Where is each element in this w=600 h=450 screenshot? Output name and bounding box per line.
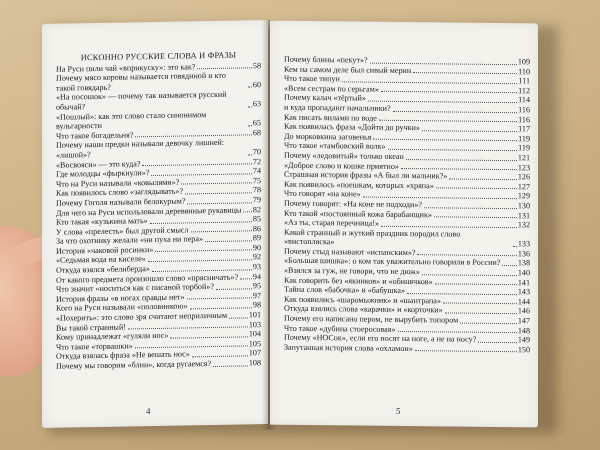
toc-entry xyxy=(56,109,261,132)
toc-entry-page: 65 xyxy=(252,118,261,128)
left-page xyxy=(42,20,268,428)
toc-entry-title: Что такое типун xyxy=(284,73,340,84)
toc-leader-dots xyxy=(248,154,252,155)
toc-leader-dots xyxy=(398,331,517,333)
toc-entry-page: 114 xyxy=(518,95,530,105)
toc-entry-title: Кем на самом деле был сивый мерин xyxy=(284,64,412,75)
toc-entry-page: 126 xyxy=(517,172,530,182)
toc-entry-page: 138 xyxy=(517,258,530,268)
toc-entry-title: Запутанная история слова «охламон» xyxy=(284,342,413,353)
toc-entry-title: «Аз ты, старая перечница!» xyxy=(284,217,380,228)
toc-entry-page: 148 xyxy=(517,325,530,335)
toc-entry-page: 72 xyxy=(252,156,261,166)
toc-entry-title: Откуда взялась фраза «Не вешать нос» xyxy=(56,349,190,362)
toc-entry-title: Как появилось «поешкам, которых «хряпа» xyxy=(284,179,434,191)
toc-leader-dots xyxy=(187,298,252,300)
toc-entry-title: «Восвояси» — это куда? xyxy=(56,158,141,170)
toc-leader-dots xyxy=(248,106,252,107)
toc-entry-page: 58 xyxy=(252,60,261,70)
left-toc xyxy=(56,50,261,371)
toc-entry-page: 109 xyxy=(517,57,530,67)
toc-entry-title: История фразы «в ногах правды нет» xyxy=(56,292,185,304)
toc-entry-page: 140 xyxy=(517,268,530,278)
toc-leader-dots xyxy=(407,293,517,295)
toc-entry-page: 86 xyxy=(252,223,261,233)
toc-entry-page: 121 xyxy=(517,153,530,163)
toc-entry-title: Что такое богадельня? xyxy=(56,130,134,141)
toc-entry-title: Страшная история фразы «А был ли мальчик?» xyxy=(284,169,448,181)
toc-entry-page: 129 xyxy=(517,191,530,201)
toc-entry-title: Почему Гоголя называли белокурым? xyxy=(56,196,186,208)
toc-entry-title: Как появились «шаромыжник» и «шантрапа» xyxy=(284,294,441,306)
toc-leader-dots xyxy=(243,211,252,212)
toc-leader-dots xyxy=(170,336,247,338)
toc-leader-dots xyxy=(413,72,517,74)
toc-entry-title: Кому принадлежат «гуляли нос» xyxy=(56,330,169,342)
toc-entry-page: 119 xyxy=(518,133,530,144)
toc-leader-dots xyxy=(460,322,517,324)
toc-entry-page: 150 xyxy=(517,345,530,355)
toc-leader-dots xyxy=(445,312,517,314)
toc-entry-title: Что значит «носиться как с писаной торбой»? xyxy=(56,282,214,294)
toc-entry-page: 60 xyxy=(252,79,261,90)
toc-leader-dots xyxy=(406,159,517,161)
right-entries xyxy=(284,55,530,355)
toc-entry-page: 132 xyxy=(517,220,530,230)
toc-entry-title: Почему наши предки называли девочку лишней: «лишой»? xyxy=(56,138,225,160)
toc-entry-page: 70 xyxy=(252,147,261,157)
toc-entry-title: «Большая шишка»: о ком так уважительно говорили в России? xyxy=(284,256,501,268)
toc-leader-dots xyxy=(449,178,517,180)
toc-entry-title: Почему говорят: «На коне не подходи»? xyxy=(284,198,422,210)
toc-entry-page: 97 xyxy=(252,290,261,301)
toc-entry-page: 95 xyxy=(252,281,261,291)
toc-entry-title: Какой странный и жуткий праздник породил слово «вистопляска» xyxy=(284,227,461,247)
toc-leader-dots xyxy=(393,110,518,112)
toc-entry-title: Как появилось слово «заглядывать»? xyxy=(56,186,184,199)
toc-leader-dots xyxy=(401,168,517,170)
toc-entry-title: «На посошок» — почему так называется русский обычай? xyxy=(56,90,227,112)
toc-entry xyxy=(56,137,261,160)
toc-entry-page: 133 xyxy=(517,239,530,249)
toc-entry-page: 74 xyxy=(252,166,261,176)
toc-entry-title: Кто такой «постоянный кожа барабанщик» xyxy=(284,208,432,219)
toc-entry-title: Почему калач «тёртый» xyxy=(284,93,366,103)
right-toc xyxy=(284,55,530,355)
toc-entry-page: 104 xyxy=(248,329,261,339)
toc-entry-page: 93 xyxy=(252,262,261,272)
toc-entry-title: Что такое «тамбовский волк» xyxy=(284,141,386,152)
toc-entry-title: Почему блины «пекут»? xyxy=(284,54,368,65)
toc-entry-title: Откуда взялись слова «карачки» и «корточки» xyxy=(284,304,443,315)
toc-entry-page: 85 xyxy=(252,214,261,224)
toc-entry-title: За что охотнику желали «ни пуха ни пера» xyxy=(56,234,203,247)
toc-entry-page: 110 xyxy=(518,66,530,76)
toc-entry-page: 98 xyxy=(252,300,261,310)
toc-leader-dots xyxy=(248,125,252,126)
toc-entry-page: 68 xyxy=(252,127,261,138)
toc-entry-page: 63 xyxy=(252,99,261,109)
toc-entry-page: 78 xyxy=(252,185,261,195)
toc-leader-dots xyxy=(363,196,517,199)
toc-entry-title: «Всем сестрам по серьгам» xyxy=(284,83,379,94)
toc-entry-page: 119 xyxy=(518,143,530,153)
toc-leader-dots xyxy=(370,62,517,65)
toc-leader-dots xyxy=(229,317,248,318)
toc-entry-title: Откуда взялся «белиберда» xyxy=(56,264,150,275)
toc-entry-page: 144 xyxy=(517,297,530,307)
toc-leader-dots xyxy=(191,231,252,233)
toc-leader-dots xyxy=(417,255,516,257)
toc-entry-title: Для чего на Руси использовали деревянные рукавицы xyxy=(56,204,242,218)
toc-entry-title: «Похерить»: это слово зря считают неприличным xyxy=(56,310,228,323)
toc-entry-title: Почему «НОСок», если его носят на ноге, а не на носу? xyxy=(284,332,477,344)
toc-entry-title: и куда пропадают начальники? xyxy=(284,102,391,113)
toc-entry-title: Кого на Руси называли «половинкою» xyxy=(56,301,188,314)
toc-leader-dots xyxy=(478,342,517,343)
toc-entry xyxy=(284,343,530,355)
toc-entry-title: История «чаковой росинки» xyxy=(56,244,154,256)
toc-leader-dots xyxy=(192,355,248,357)
toc-leader-dots xyxy=(381,225,517,227)
left-page-number: 4 xyxy=(146,406,151,417)
toc-entry-page: 82 xyxy=(252,204,261,214)
toc-entry-title: Почему мы говорим «блин», когда ругаемся? xyxy=(56,359,212,371)
toc-entry-title: Как говорить без «якинков» и «обинячков» xyxy=(284,275,433,286)
toc-entry-page: 90 xyxy=(252,243,261,253)
toc-entry-page: 112 xyxy=(518,85,530,96)
toc-entry-title: Что говорят «на коне» xyxy=(284,189,361,199)
toc-entry-title: Что такое «дубина стоеросовая» xyxy=(284,323,396,334)
toc-leader-dots xyxy=(248,87,252,88)
toc-entry xyxy=(284,227,530,249)
toc-entry-page: 136 xyxy=(517,249,530,259)
toc-entry-page: 79 xyxy=(252,195,261,205)
toc-entry-page: 108 xyxy=(248,358,261,368)
toc-entry-title: «Пошлый»: как это слово стало синонимом вульгарности xyxy=(56,109,207,131)
toc-entry-page: 141 xyxy=(517,277,530,287)
toc-entry-page: 130 xyxy=(517,201,530,211)
toc-leader-dots xyxy=(368,101,517,104)
toc-leader-dots xyxy=(381,91,517,93)
toc-leader-dots xyxy=(422,274,517,276)
toc-entry-title: Почему стыд называют «испанским»? xyxy=(284,246,416,257)
toc-entry-page: 116 xyxy=(518,105,530,115)
toc-entry-title: На Руси пили чай «вприкуску»: это как? xyxy=(56,61,196,74)
toc-leader-dots xyxy=(436,188,517,190)
toc-leader-dots xyxy=(181,183,252,185)
toc-leader-dots xyxy=(185,192,252,194)
toc-leader-dots xyxy=(388,149,518,151)
toc-entry-title: Кто такая «кузькина мать» xyxy=(56,216,148,227)
toc-entry-title: «Взялся за гуж, не говори, что не дюж» xyxy=(284,265,420,277)
toc-entry-title: До морковкина заговенья xyxy=(284,131,372,142)
toc-entry-page: 105 xyxy=(248,338,261,349)
toc-leader-dots xyxy=(190,307,252,309)
toc-entry-page: 101 xyxy=(248,310,261,320)
toc-entry-title: Вы такой странный! xyxy=(56,322,127,333)
toc-leader-dots xyxy=(502,265,516,266)
toc-heading: ИСКОННО РУССКИЕ СЛОВА И ФРАЗЫ xyxy=(80,50,237,63)
toc-entry-title: У слова «прелесть» был другой смысл xyxy=(56,225,189,237)
toc-entry-title: Что на Руси называли «ковылями»? xyxy=(56,177,180,189)
toc-leader-dots xyxy=(187,202,251,204)
toc-leader-dots xyxy=(373,139,517,142)
left-entries xyxy=(56,61,261,372)
toc-entry-page: 131 xyxy=(517,210,530,220)
toc-leader-dots xyxy=(205,240,252,242)
toc-entry-page: 111 xyxy=(518,76,530,86)
toc-entry-page: 146 xyxy=(517,306,530,316)
right-page xyxy=(270,21,538,428)
toc-leader-dots xyxy=(443,303,517,305)
toc-leader-dots xyxy=(240,279,252,280)
toc-entry-page: 94 xyxy=(252,271,261,281)
toc-entry-title: Тайна слов «бабочка» и «бабушка» xyxy=(284,284,406,296)
toc-entry-page: 143 xyxy=(517,287,530,297)
toc-entry-title: Почему его написано пером, не вырубить топором xyxy=(284,313,459,325)
toc-entry-title: Почему мясо коровы называется говядиной и кто такой говядарь? xyxy=(56,70,226,93)
toc-leader-dots xyxy=(513,246,517,247)
toc-leader-dots xyxy=(379,120,517,122)
toc-entry-title: Где молодцы «фыркнули»? xyxy=(56,168,150,179)
toc-leader-dots xyxy=(216,288,252,290)
toc-leader-dots xyxy=(213,365,248,367)
toc-leader-dots xyxy=(415,351,517,353)
toc-entry-page: 123 xyxy=(517,162,530,172)
toc-entry-page: 127 xyxy=(517,181,530,192)
toc-leader-dots xyxy=(422,130,517,132)
toc-leader-dots xyxy=(424,207,517,209)
toc-entry-page: 147 xyxy=(517,316,530,326)
toc-entry-title: От какого предмета произошло слово «прясничать»? xyxy=(56,272,239,285)
toc-entry-page: 89 xyxy=(252,233,261,243)
toc-leader-dots xyxy=(197,67,252,69)
toc-entry-page: 103 xyxy=(248,319,261,329)
toc-entry-page: 75 xyxy=(252,175,261,186)
toc-entry-page: 92 xyxy=(252,252,261,262)
toc-entry-title: Что такое «торвашки» xyxy=(56,341,133,352)
toc-leader-dots xyxy=(434,216,517,218)
toc-entry-page: 116 xyxy=(518,114,530,124)
toc-entry-page: 149 xyxy=(517,335,530,345)
toc-entry-title: «Доброе слово и кошке приятно» xyxy=(284,160,399,171)
toc-entry-title: Как появилась фраза «Дойти до ручки» xyxy=(284,121,420,133)
toc-entry-page: 107 xyxy=(248,348,261,358)
toc-entry-title: Почему «ледовитый» только океан xyxy=(284,150,404,161)
toc-entry-title: «Седьмая вода на киселе» xyxy=(56,254,146,266)
toc-entry-page: 117 xyxy=(518,124,530,134)
toc-entry-title: Как писать вилами по воде xyxy=(284,112,377,123)
right-page-number: 5 xyxy=(396,405,401,416)
toc-leader-dots xyxy=(435,284,517,286)
